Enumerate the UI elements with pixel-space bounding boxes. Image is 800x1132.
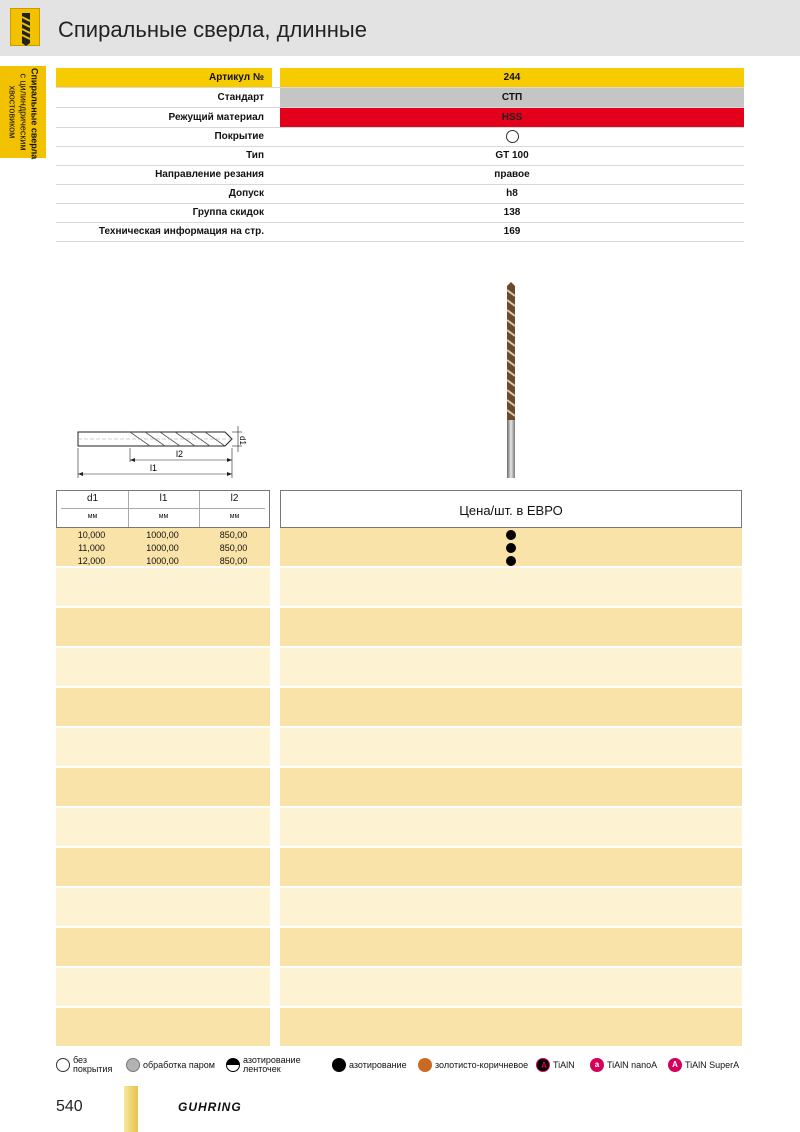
column-divider <box>199 491 200 527</box>
brand-logo: GUHRING <box>178 1100 242 1114</box>
drill-dimension-drawing <box>70 420 260 482</box>
col-unit-l1: мм <box>158 513 169 520</box>
spec-row-coating <box>56 127 744 147</box>
spec-label: Техническая информация на стр. <box>98 226 264 237</box>
half-nitrided-circle-icon <box>226 1058 240 1072</box>
page-title: Спиральные сверла, длинные <box>58 17 367 42</box>
spec-row-direction <box>56 165 744 185</box>
availability-dot-icon <box>506 556 516 566</box>
spec-row-type <box>56 146 744 166</box>
table-band <box>56 568 270 606</box>
drill-product-image <box>496 282 526 482</box>
legend-label: TiAlN nanoA <box>607 1059 658 1070</box>
table-band <box>56 928 270 966</box>
table-band <box>280 608 742 646</box>
spec-row-standard <box>56 88 744 108</box>
page-number: 540 <box>56 1098 83 1115</box>
legend-item-tialn <box>536 1054 588 1076</box>
table-band <box>56 608 270 646</box>
spec-label: Допуск <box>228 188 264 199</box>
uncoated-circle-icon <box>56 1058 70 1072</box>
spec-label: Направление резания <box>155 169 264 180</box>
spec-value: 244 <box>280 68 744 87</box>
gold-brown-circle-icon <box>418 1058 432 1072</box>
spec-row-tolerance <box>56 184 744 204</box>
table-row[interactable] <box>56 555 270 567</box>
table-row[interactable] <box>56 529 270 541</box>
col-unit-l2: мм <box>229 513 240 520</box>
table-band <box>56 968 270 1006</box>
legend-label: TiAlN <box>553 1059 575 1070</box>
header-divider <box>61 508 265 509</box>
spec-label: Группа скидок <box>192 207 264 218</box>
table-band <box>280 688 742 726</box>
spec-label: Артикул № <box>56 68 272 87</box>
spec-value[interactable]: 169 <box>503 226 521 237</box>
col-title-l2: l2 <box>230 493 239 504</box>
table-band <box>56 888 270 926</box>
legend-label: обработка паром <box>143 1059 215 1070</box>
legend-item-gold-brown <box>418 1054 536 1076</box>
spec-row-tech-info <box>56 222 744 242</box>
table-row[interactable] <box>56 542 270 554</box>
cell-d1: 12,000 <box>77 556 106 566</box>
legend-item-uncoated <box>56 1054 126 1076</box>
legend-item-steam <box>126 1054 226 1076</box>
dim-label-l1: l1 <box>150 463 158 473</box>
table-band <box>280 728 742 766</box>
spec-value: h8 <box>506 188 518 199</box>
table-band <box>280 1008 742 1046</box>
section-tab-label: Спиральные сверла с цилиндрическим хвостовиком <box>7 68 40 160</box>
table-band <box>56 1008 270 1046</box>
cell-l2: 850,00 <box>219 530 248 540</box>
nitrided-circle-icon <box>332 1058 346 1072</box>
tialn-nanoa-icon: a <box>590 1058 604 1072</box>
legend-item-tialn-supera <box>668 1054 748 1076</box>
col-title-d1: d1 <box>86 493 99 504</box>
table-band <box>280 768 742 806</box>
cell-l1: 1000,00 <box>146 530 179 540</box>
availability-dot-icon <box>506 530 516 540</box>
col-unit-d1: мм <box>87 513 98 520</box>
table-band <box>56 808 270 846</box>
spec-row-discount-group <box>56 203 744 223</box>
cell-l1: 1000,00 <box>146 543 179 553</box>
cell-l2: 850,00 <box>219 543 248 553</box>
legend-item-nitrided <box>332 1054 418 1076</box>
legend-item-land-nitrided <box>226 1054 332 1076</box>
cell-d1: 10,000 <box>77 530 106 540</box>
spec-value: 138 <box>503 207 521 218</box>
price-column-title: Цена/шт. в ЕВРО <box>459 503 563 518</box>
tialn-icon: A <box>536 1058 550 1072</box>
coating-legend <box>56 1054 746 1076</box>
dim-label-d1: d1 <box>238 436 247 445</box>
availability-dot-icon <box>506 543 516 553</box>
table-band <box>56 648 270 686</box>
table-band <box>56 728 270 766</box>
table-band <box>280 848 742 886</box>
spec-value <box>280 127 744 146</box>
table-band <box>56 688 270 726</box>
cell-d1: 11,000 <box>78 543 105 553</box>
spec-row-material <box>56 108 744 128</box>
legend-item-tialn-nanoa <box>590 1054 672 1076</box>
table-band <box>280 808 742 846</box>
table-band <box>56 768 270 806</box>
spec-value: HSS <box>280 108 744 127</box>
spec-value: GT 100 <box>495 150 529 161</box>
spec-value: СТП <box>280 88 744 107</box>
table-band <box>280 888 742 926</box>
tialn-supera-icon: A <box>668 1058 682 1072</box>
drill-logo-icon <box>10 8 40 46</box>
legend-label: без покрытия <box>73 1055 113 1074</box>
spec-label: Тип <box>246 150 264 161</box>
page-header <box>0 0 800 56</box>
column-divider <box>128 491 129 527</box>
table-band <box>280 928 742 966</box>
dimension-table-header <box>56 490 270 528</box>
spec-label: Стандарт <box>217 92 264 103</box>
spec-row-article <box>56 68 744 88</box>
steam-circle-icon <box>126 1058 140 1072</box>
cell-l2: 850,00 <box>219 556 248 566</box>
cell-l1: 1000,00 <box>146 556 179 566</box>
dim-label-l2: l2 <box>176 449 184 459</box>
uncoated-circle-icon <box>506 130 519 143</box>
legend-label: азотирование ленточек <box>243 1055 301 1074</box>
spec-label: Режущий материал <box>168 112 264 123</box>
table-band <box>280 968 742 1006</box>
section-tab[interactable] <box>0 66 46 158</box>
spec-label: Покрытие <box>214 131 264 142</box>
legend-label: азотирование <box>349 1059 407 1070</box>
col-title-l1: l1 <box>159 493 168 504</box>
legend-label: золотисто-коричневое <box>435 1059 529 1070</box>
table-band <box>280 648 742 686</box>
footer-accent-bar <box>124 1086 138 1132</box>
spec-value: правое <box>494 169 530 180</box>
price-table-header <box>280 490 742 528</box>
table-band <box>56 848 270 886</box>
legend-label: TiAlN SuperA <box>685 1059 740 1070</box>
table-band <box>280 568 742 606</box>
